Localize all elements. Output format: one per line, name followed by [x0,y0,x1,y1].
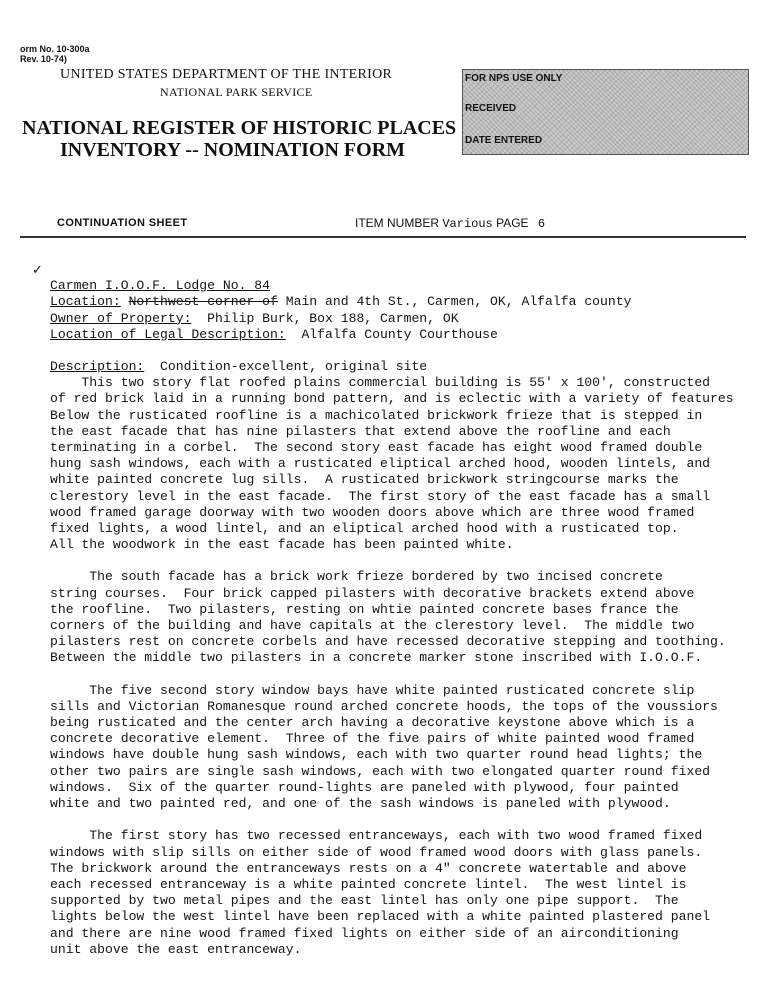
owner-value: Philip Burk, Box 188, Carmen, OK [191,310,459,326]
revision-line: Rev. 10-74) [20,54,67,64]
paragraph-2 [50,569,750,666]
paragraph-line: concrete decorative element. Three of the five pairs of white painted wood framed [50,731,695,747]
paragraph-line: sills and Victorian Romanesque round arched concrete hoods, the tops of the voussiors [50,698,718,714]
document-body [50,262,750,974]
paragraph-line: The first story has two recessed entranceways, each with two wood framed fixed [50,828,703,844]
form-title-line2: INVENTORY -- NOMINATION FORM [60,139,406,161]
paragraph-line: hung sash windows, each with a rusticated eliptical arched hood, wooden lintels, and [50,456,711,472]
paragraph-line: fixed lights, a wood lintel, and an eliptical arched hood with a rusticated top. [50,521,679,537]
paragraph-line: wood framed garage doorway with two wooden doors above which are three wood framed [50,504,695,520]
property-name: Carmen I.O.O.F. Lodge No. 84 [50,278,271,294]
paragraph-line: string courses. Four brick capped pilasters with decorative brackets extend above [50,585,695,601]
paragraph-line: Between the middle two pilasters in a concrete marker stone inscribed with I.O.O.F. [50,650,703,666]
paragraph-line: This two story flat roofed plains commercial building is 55' x 100', constructed [50,375,711,391]
paragraph-line: and there are nine wood framed fixed lights on either side of an airconditioning [50,925,679,941]
item-number-row [355,216,545,231]
paragraph-line: clerestory level in the east facade. The first story of the east facade has a small [50,488,711,504]
received-label: RECEIVED [465,103,517,114]
form-number [20,44,90,64]
legal-label: Location of Legal Description: [50,326,286,342]
paragraph-line: being rusticated and the center arch having a decorative keystone above which is a [50,715,695,731]
paragraph-line: The brickwork around the entranceways rests on a 4" concrete watertable and above [50,860,687,876]
paragraph-line: white and two painted red, and one of the sash windows is paneled with plywood. [50,796,671,812]
paragraph-4 [50,828,750,958]
paragraph-line: pilasters rest on concrete corbels and have recessed decorative stepping and toothing. [50,634,726,650]
paragraph-line: The south facade has a brick work frieze bordered by two incised concrete [50,569,663,585]
paragraph-line: supported by two metal pipes and the east lintel has only one pipe support. The [50,893,679,909]
paragraph-line: lights below the west lintel have been replaced with a white painted plastered panel [50,909,711,925]
nps-use-box [462,69,749,155]
paragraph-line: each recessed entranceway is a white painted concrete lintel. The west lintel is [50,876,687,892]
paragraph-3 [50,683,750,813]
paragraph-line: unit above the east entranceway. [50,941,302,957]
paragraph-line: terminating in a corbel. The second story east facade has eight wood framed double [50,440,703,456]
paragraph-line: white painted concrete lug sills. A rusticated brickwork stringcourse marks the [50,472,679,488]
paragraph-line: Below the rusticated roofline is a machicolated brickwork frieze that is stepped in [50,407,703,423]
description-label: Description: [50,359,145,375]
header-divider [20,236,746,238]
paragraph-line: other two pairs are single sash windows, each with two elongated quarter round fixed [50,763,711,779]
paragraph-1 [50,375,750,553]
paragraph-line: windows have double hung sash windows, each with two quarter round head lights; the [50,747,703,763]
location-line [50,294,750,310]
date-entered-label: DATE ENTERED [465,135,543,146]
item-number-value: Various [442,217,493,231]
description-value: Condition-excellent, original site [144,359,428,375]
department-name: UNITED STATES DEPARTMENT OF THE INTERIOR [60,67,393,82]
form-number-line: orm No. 10-300a [20,44,90,54]
paragraph-line: the roofline. Two pilasters, resting on whtie painted concrete bases france the [50,601,679,617]
check-mark-icon: ✓ [32,262,43,277]
paragraph-line: the east facade that has nine pilasters that extend above the roofline and each [50,423,671,439]
form-title-line1: NATIONAL REGISTER OF HISTORIC PLACES [22,117,457,139]
owner-label: Owner of Property: [50,310,192,326]
page-value: 6 [537,217,546,231]
paragraph-line: windows with slip sills on either side of wood framed wood doors with glass panels. [50,844,703,860]
item-number-label: ITEM NUMBER [355,216,439,230]
continuation-sheet-label: CONTINUATION SHEET [57,217,188,229]
location-struck-text: Northwest corner of [128,294,278,310]
paragraph-line: of red brick laid in a running bond pattern, and is eclectic with a variety of features [50,391,734,407]
owner-line [50,311,750,327]
paragraph-line: The five second story window bays have white painted rusticated concrete slip [50,682,695,698]
paragraph-line: All the woodwork in the east facade has been painted white. [50,537,514,553]
description-line [50,359,750,375]
legal-description-line [50,327,750,343]
location-value: Main and 4th St., Carmen, OK, Alfalfa county [277,294,632,310]
legal-value: Alfalfa County Courthouse [285,326,498,342]
paragraph-line: corners of the building and have capitals at the clerestory level. The middle two [50,618,695,634]
location-label: Location: [50,294,121,310]
nps-use-only-label: FOR NPS USE ONLY [465,73,563,84]
service-name: NATIONAL PARK SERVICE [160,85,313,99]
paragraph-line: windows. Six of the quarter round-lights are paneled with plywood, four painted [50,779,679,795]
page-label: PAGE [496,216,529,230]
